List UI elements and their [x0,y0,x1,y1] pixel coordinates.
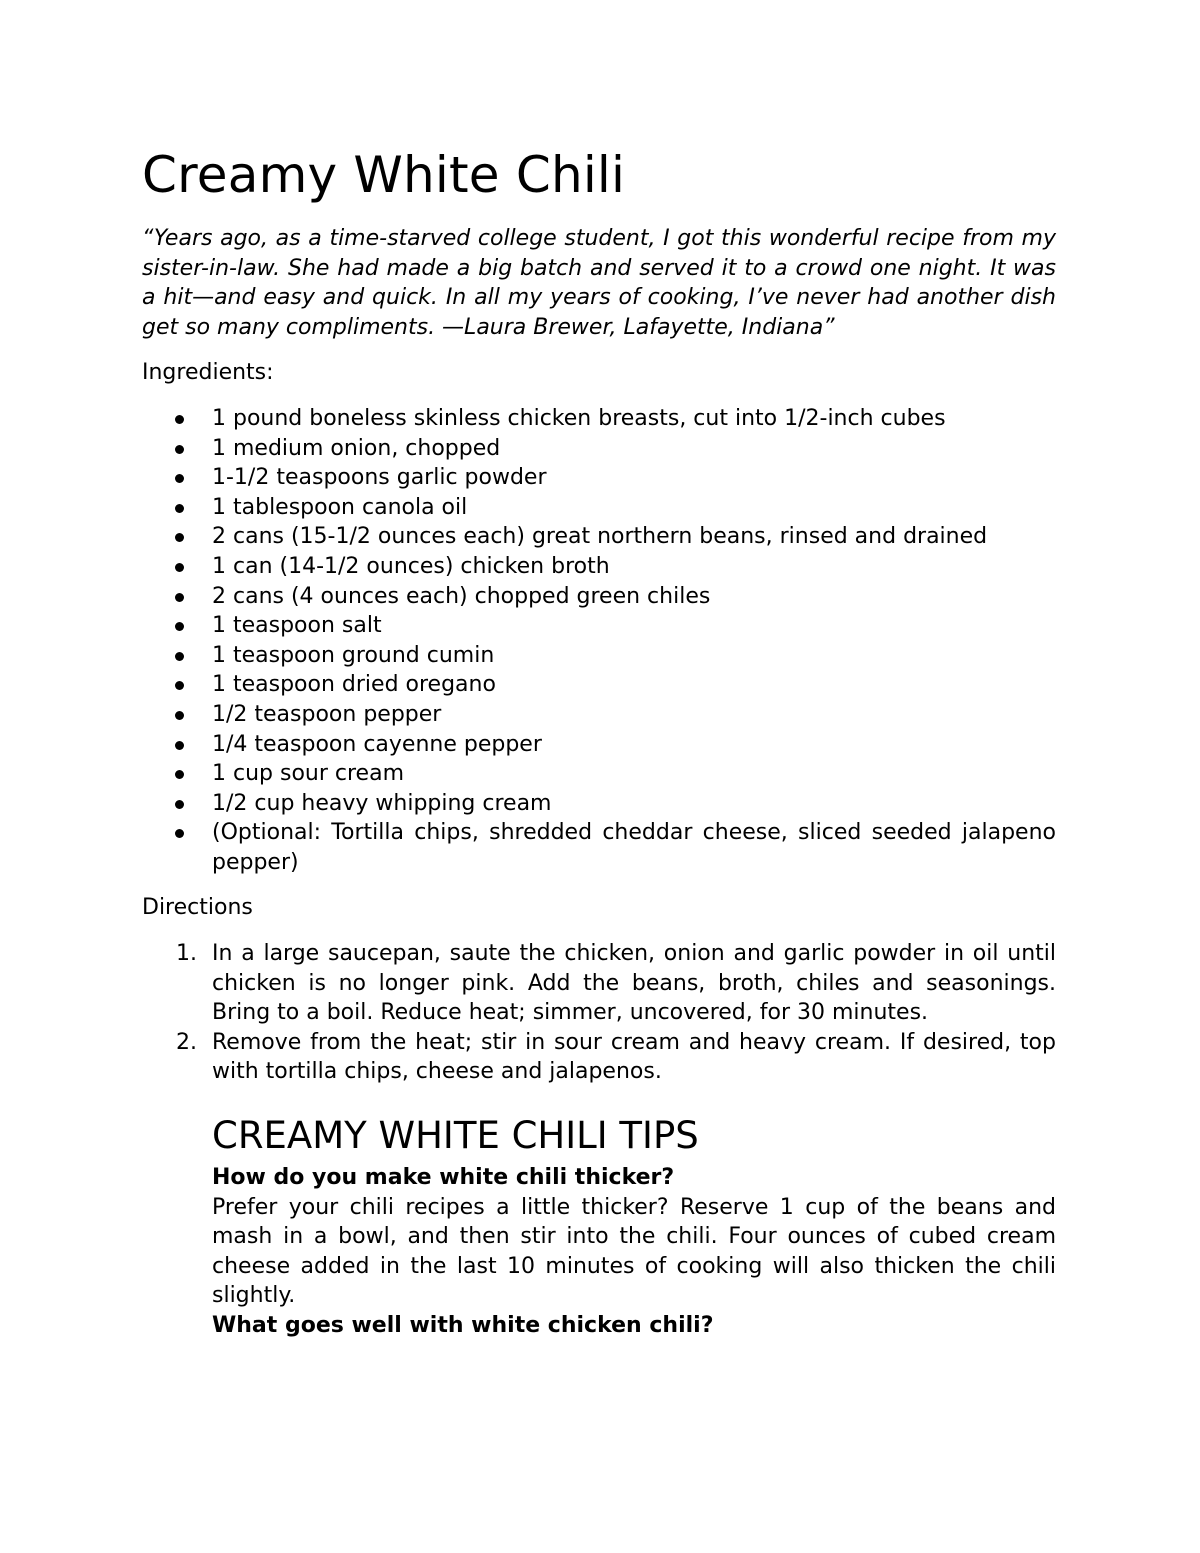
ingredient-item: 1 cup sour cream [212,759,1056,789]
bullet-icon [175,829,184,838]
ingredients-list [142,404,1056,878]
bullet-icon [175,800,184,809]
bullet-icon [175,681,184,690]
document-page [142,140,1056,1341]
ingredient-item: 1 teaspoon ground cumin [212,641,1056,671]
bullet-icon [175,563,184,572]
bullet-icon [175,770,184,779]
direction-step [176,939,1056,1028]
ingredient-item: (Optional: Tortilla chips, shredded cheddar cheese, sliced seeded jalapeno pepper) [212,818,1056,877]
ingredient-item: 1 teaspoon salt [212,611,1056,641]
step-text: Remove from the heat; stir in sour cream and heavy cream. If desired, top with tortilla chips, cheese and jalapenos. [212,1029,1056,1085]
bullet-icon [175,533,184,542]
direction-step [176,1028,1056,1087]
directions-label: Directions [142,895,253,921]
tips-section [212,1111,1056,1341]
bullet-icon [175,741,184,750]
bullet-icon [175,445,184,454]
ingredient-item: 2 cans (4 ounces each) chopped green chiles [212,582,1056,612]
ingredient-item: 1/4 teaspoon cayenne pepper [212,730,1056,760]
tips-question: What goes well with white chicken chili? [212,1313,714,1338]
recipe-quote: “Years ago, as a time-starved college student, I got this wonderful recipe from my sister-in-law. She had made a big batch and served it to a crowd one night. It was a hit—and easy and quick. In all my years of cooking, I’ve never had another dish get so many compliments. —Laura Brewer, Lafayette, Indiana” [142,226,1056,340]
ingredient-item: 1 pound boneless skinless chicken breasts, cut into 1/2-inch cubes [212,404,1056,434]
step-number: 1. [176,941,197,967]
bullet-icon [175,652,184,661]
directions-list [142,939,1056,1087]
bullet-icon [175,415,184,424]
tips-heading: CREAMY WHITE CHILI TIPS [212,1114,699,1158]
step-number: 2. [176,1029,197,1055]
recipe-title: Creamy White Chili [142,146,626,204]
bullet-icon [175,622,184,631]
tips-question: How do you make white chili thicker? [212,1165,675,1191]
step-text: In a large saucepan, saute the chicken, onion and garlic powder in oil until chicken is no longer pink. Add the beans, broth, chiles and seasonings. Bring to a boil. Reduce heat; simmer, uncovered, for 30 minutes. [212,941,1056,1026]
ingredients-label: Ingredients: [142,360,274,386]
bullet-icon [175,504,184,513]
ingredient-item: 1 medium onion, chopped [212,434,1056,464]
ingredient-item: 1 tablespoon canola oil [212,493,1056,523]
tips-answer: Prefer your chili recipes a little thicker? Reserve 1 cup of the beans and mash in a bowl, and then stir into the chili. Four ounces of cubed cream cheese added in the last 10 minutes of cooking will also thicken the chili slightly. [212,1194,1056,1309]
ingredient-item: 1 can (14-1/2 ounces) chicken broth [212,552,1056,582]
bullet-icon [175,474,184,483]
bullet-icon [175,593,184,602]
bullet-icon [175,711,184,720]
ingredient-item: 1 teaspoon dried oregano [212,670,1056,700]
ingredient-item: 1/2 cup heavy whipping cream [212,789,1056,819]
ingredient-item: 1-1/2 teaspoons garlic powder [212,463,1056,493]
ingredient-item: 2 cans (15-1/2 ounces each) great northern beans, rinsed and drained [212,522,1056,552]
ingredient-item: 1/2 teaspoon pepper [212,700,1056,730]
